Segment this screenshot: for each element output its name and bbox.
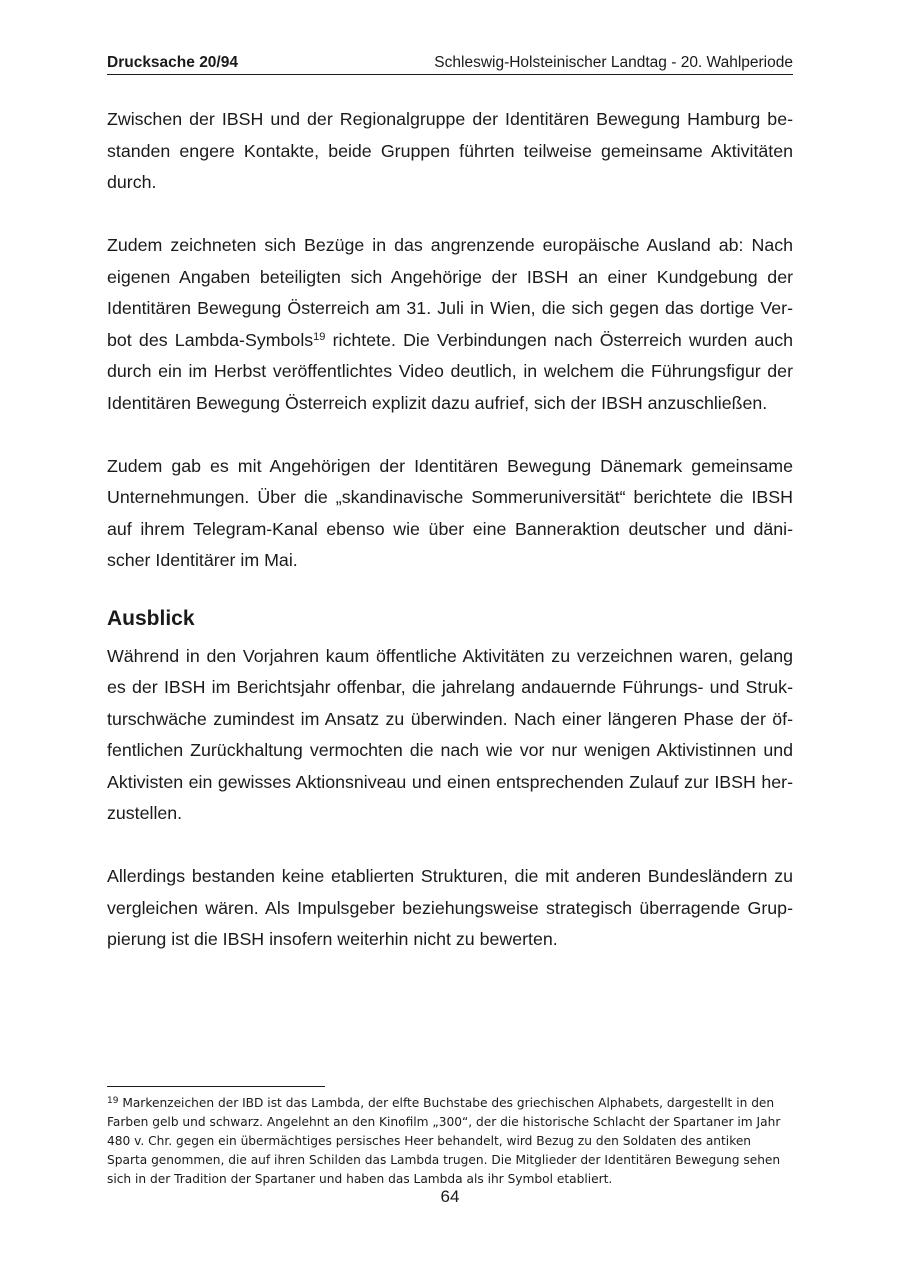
paragraph-austria-text-1: Zudem zeichneten sich Bezüge in das angrenzende europäische Ausland ab: Nach eigenen Angaben beteiligten sich Angehörige der IBSH an einer Kundgebung der Identitären Bewegung Österreich am 31. Juli in Wien, die sich gegen das dortige Verbot des Lambda-Symbols: [107, 235, 793, 350]
main-content: [107, 104, 793, 956]
footnote-text: Markenzeichen der IBD ist das Lambda, der elfte Buchstabe des griechischen Alphabets, dargestellt in den Farben gelb und schwarz. Angelehnt an den Kinofilm „300“, der die historische Schlacht der Spartaner im Jahr 480 v. Chr. gegen ein übermächtiges persisches Heer behandelt, wird Bezug zu den Soldaten des antiken Sparta genommen, die auf ihren Schilden das Lambda trugen. Die Mitglieder der Identitären Bewegung sehen sich in der Tradition der Spartaner und haben das Lambda als ihr Symbol etabliert.: [107, 1096, 781, 1186]
section-heading-ausblick: Ausblick: [107, 606, 195, 630]
footnote-divider: [107, 1086, 325, 1087]
page-header: [107, 54, 793, 75]
paragraph-denmark-activities: Zudem gab es mit Angehörigen der Identitären Bewegung Dänemark gemeinsame Unternehmungen. Über die „skandinavische Sommeruniversität“ berichtete die IBSH auf ihrem Telegram-Kanal ebenso wie über eine Banneraktion deutscher und dänischer Identitärer im Mai.: [107, 455, 793, 570]
paragraph-austria-links: [107, 230, 793, 419]
parliament-title: Schleswig-Holsteinischer Landtag - 20. Wahlperiode: [434, 54, 793, 71]
paragraph-hamburg-contacts: Zwischen der IBSH und der Regionalgruppe der Identitären Bewegung Hamburg bestanden engere Kontakte, beide Gruppen führten teilweise gemeinsame Aktivitäten durch.: [107, 109, 793, 192]
paragraph-outlook-1: Während in den Vorjahren kaum öffentliche Aktivitäten zu verzeichnen waren, gelang es der IBSH im Berichtsjahr offenbar, die jahrelang andauernde Führungs- und Strukturschwäche zumindest im Ansatz zu überwinden. Nach einer längeren Phase der öffentlichen Zurückhaltung vermochten die nach wie vor nur wenigen Aktivistinnen und Aktivisten ein gewisses Aktionsniveau und einen entsprechenden Zulauf zur IBSH herzustellen.: [107, 645, 793, 823]
document-number: Drucksache 20/94: [107, 54, 238, 71]
footnote: [107, 1094, 793, 1189]
page-number: 64: [440, 1187, 460, 1206]
footnote-number: 19: [107, 1096, 119, 1106]
paragraph-outlook-2: Allerdings bestanden keine etablierten Strukturen, die mit anderen Bundesländern zu vergleichen wären. Als Impulsgeber beziehungsweise strategisch überragende Gruppierung ist die IBSH insofern weiterhin nicht zu bewerten.: [107, 866, 793, 949]
footnote-reference[interactable]: 19: [313, 330, 326, 343]
paragraph-austria-text-2: richtete. Die Verbindungen nach Österreich wurden auch durch ein im Herbst veröffentlichtes Video deutlich, in welchem die Führungsfigur der Identitären Bewegung Österreich explizit dazu aufrief, sich der IBSH anzuschließen.: [107, 329, 793, 413]
